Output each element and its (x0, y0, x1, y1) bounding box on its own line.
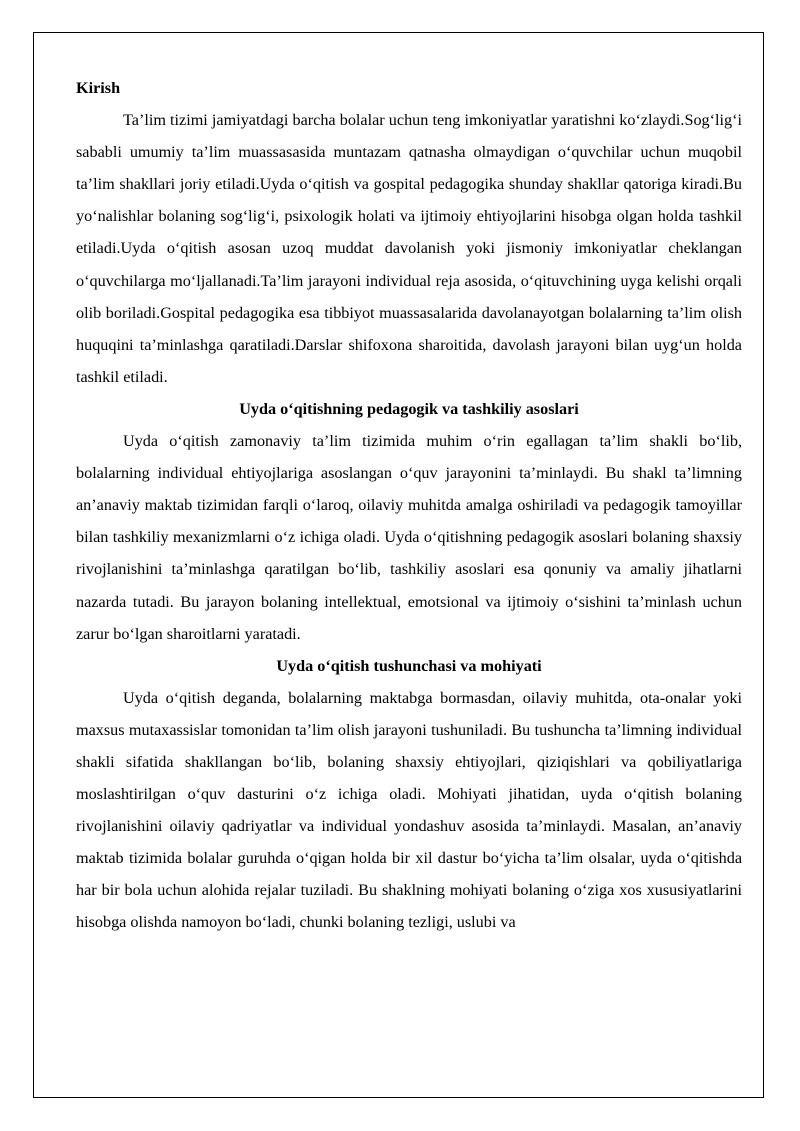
section1-paragraph: Uyda o‘qitish zamonaviy ta’lim tizimida muhim o‘rin egallagan ta’lim shakli bo‘lib, bolalarning individual ehtiyojlariga asoslangan o‘quv jarayonini ta’minlaydi. Bu shakl ta’limning an’anaviy maktab tizimidan farqli o‘laroq, oilaviy muhitda amalga oshiriladi va pedagogik tamoyillar bilan tashkiliy mexanizmlarni o‘z ichiga oladi. Uyda o‘qitishning pedagogik asoslari bolaning shaxsiy rivojlanishini ta’minlashga qaratilgan bo‘lib, tashkiliy asoslari esa qonuniy va amaliy jihatlarni nazarda tutadi. Bu jarayon bolaning intellektual, emotsional va ijtimoiy o‘sishini ta’minlash uchun zarur bo‘lgan sharoitlarni yaratadi. (76, 432, 742, 643)
intro-paragraph: Ta’lim tizimi jamiyatdagi barcha bolalar uchun teng imkoniyatlar yaratishni ko‘zlaydi.Sog‘lig‘i sababli umumiy ta’lim muassasasida muntazam qatnasha olmaydigan o‘quvchilar uchun muqobil ta’lim shakllari joriy etiladi.Uyda o‘qitish va gospital pedagogika shunday shakllar qatoriga kiradi.Bu yo‘nalishlar bolaning sog‘lig‘i, psixologik holati va ijtimoiy ehtiyojlarini hisobga olgan holda tashkil etiladi.Uyda o‘qitish asosan uzoq muddat davolanish yoki jismoniy imkoniyatlar cheklangan o‘quvchilarga mo‘ljallanadi.Ta’lim jarayoni individual reja asosida, o‘qituvchining uyga kelishi orqali olib boriladi.Gospital pedagogika esa tibbiyot muassasalarida davolanayotgan bolalarning ta’lim olish huquqini ta’minlashga qaratiladi.Darslar shifoxona sharoitida, davolash jarayoni bilan uyg‘un holda tashkil etiladi. (76, 111, 742, 386)
section1-heading: Uyda o‘qitishning pedagogik va tashkiliy asoslari (239, 399, 579, 418)
section2-paragraph: Uyda o‘qitish deganda, bolalarning maktabga bormasdan, oilaviy muhitda, ota-onalar yoki maxsus mutaxassislar tomonidan ta’lim olish jarayoni tushuniladi. Bu tushuncha ta’limning individual shakli sifatida shakllangan bo‘lib, bolaning shaxsiy ehtiyojlari, qiziqishlari va qobiliyatlariga moslashtirilgan o‘quv dasturini o‘z ichiga oladi. Mohiyati jihatidan, uyda o‘qitish bolaning rivojlanishini oilaviy qadriyatlar va individual yondashuv asosida ta’minlaydi. Masalan, an’anaviy maktab tizimida bolalar guruhda o‘qigan holda bir xil dastur bo‘yicha ta’lim olsalar, uyda o‘qitishda har bir bola uchun alohida rejalar tuziladi. Bu shaklning mohiyati bolaning o‘ziga xos xususiyatlarini hisobga olishda namoyon bo‘ladi, chunki bolaning tezligi, uslubi va (76, 688, 742, 932)
intro-heading: Kirish (76, 79, 121, 97)
section2-heading: Uyda o‘qitish tushunchasi va mohiyati (276, 656, 542, 675)
document-body (76, 72, 742, 939)
